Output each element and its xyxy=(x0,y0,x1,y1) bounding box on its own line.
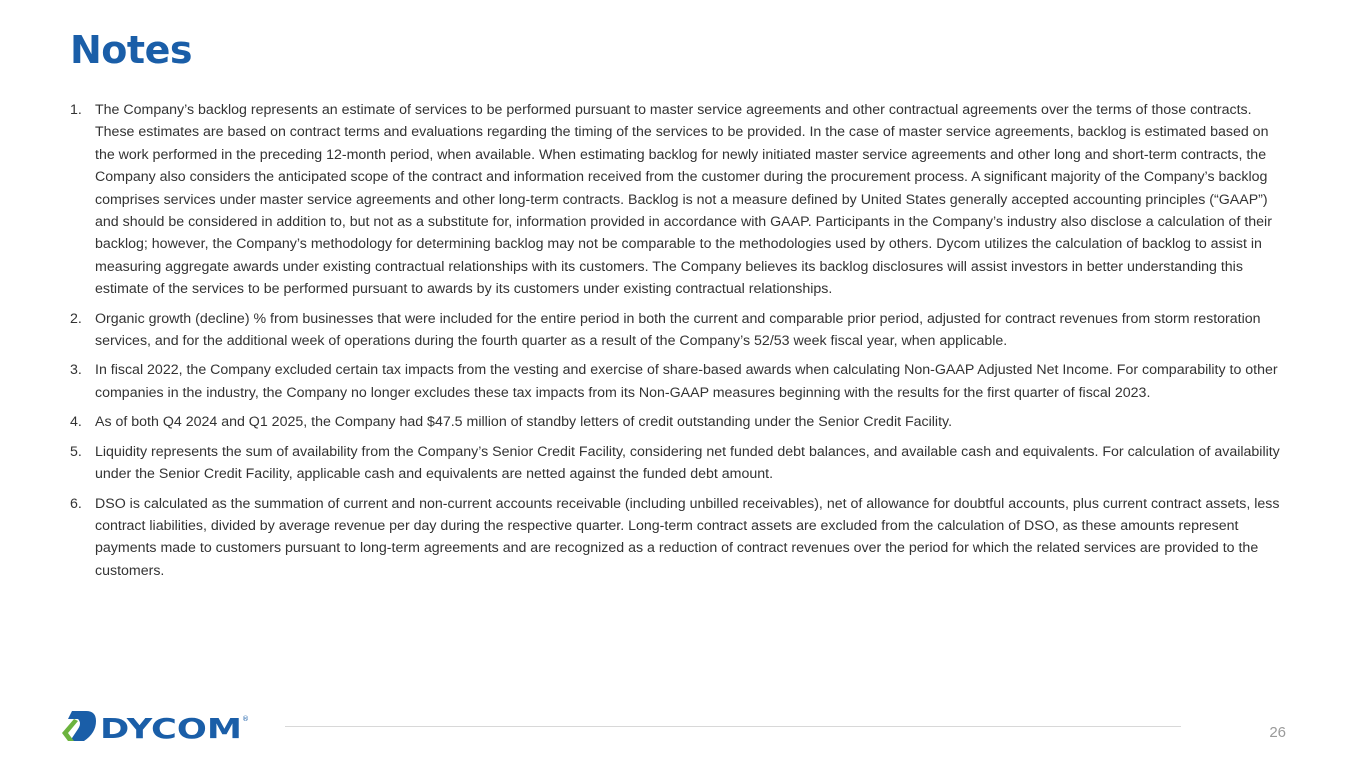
page-title: Notes xyxy=(70,28,192,72)
notes-list xyxy=(70,99,1290,589)
logo-registered-mark: ® xyxy=(242,715,249,723)
note-item xyxy=(70,359,1290,404)
note-number: 1. xyxy=(70,102,82,118)
note-number: 4. xyxy=(70,414,82,431)
logo-wordmark: DYCOM xyxy=(100,712,242,743)
note-number: 6. xyxy=(70,495,82,512)
footer-divider xyxy=(285,726,1181,727)
note-item xyxy=(70,99,1290,301)
note-number: 5. xyxy=(70,443,82,460)
dycom-logo xyxy=(60,709,250,743)
note-text: Liquidity represents the sum of availability from the Company’s Senior Credit Facility, considering net funded debt balances, and available cash and equivalents. For calculation of availability under the Senior Credit Facility, applicable cash and equivalents are netted against the funded debt amount. xyxy=(95,443,1280,483)
note-number: 3. xyxy=(70,362,82,379)
note-text: The Company’s backlog represents an estimate of services to be performed pursuant to master service agreements and other contractual agreements over the terms of those contracts. These estimates are based on contract terms and evaluations regarding the timing of the services to be provided. In the case of master service agreements, backlog is estimated based on the work performed in the preceding 12-month period, when available. When estimating backlog for newly initiated master service agreements and other long and short-term contracts, the Company also considers the anticipated scope of the contract and information received from the customer during the procurement process. A significant majority of the Company’s backlog comprises services under master service agreements and other long-term contracts. Backlog is not a measure defined by United States generally accepted accounting principles (“GAAP”) and should be considered in addition to, but not as a substitute for, information provided in accordance with GAAP. Participants in the Company’s industry also disclose a calculation of their backlog; however, the Company’s methodology for determining backlog may not be comparable to the methodologies used by others. Dycom utilizes the calculation of backlog to assist in measuring aggregate awards under existing contractual relationships with its customers. The Company believes its backlog disclosures will assist investors in better understanding this estimate of the services to be performed pursuant to awards by its customers under existing contractual relationships. xyxy=(95,102,1272,298)
note-item xyxy=(70,411,1290,433)
note-item xyxy=(70,493,1290,583)
note-text: In fiscal 2022, the Company excluded certain tax impacts from the vesting and exercise of share-based awards when calculating Non-GAAP Adjusted Net Income. For comparability to other companies in the industry, the Company no longer excludes these tax impacts from its Non-GAAP measures beginning with the results for the first quarter of fiscal 2023. xyxy=(95,362,1278,401)
note-text: As of both Q4 2024 and Q1 2025, the Company had $47.5 million of standby letters of credit outstanding under the Senior Credit Facility. xyxy=(95,414,953,431)
note-text: Organic growth (decline) % from businesses that were included for the entire period in both the current and comparable prior period, adjusted for contract revenues from storm restoration services, and for the additional week of operations during the fourth quarter as a result of the Company’s 52/53 week fiscal year, when applicable. xyxy=(95,310,1261,350)
note-text: DSO is calculated as the summation of current and non-current accounts receivable (including unbilled receivables), net of allowance for doubtful accounts, plus current contract assets, less contract liabilities, divided by average revenue per day during the respective quarter. Long-term contract assets are excluded from the calculation of DSO, as these amounts represent payments made to customers pursuant to long-term agreements and are recognized as a reduction of contract revenues over the period for which the related services are provided to the customers. xyxy=(95,495,1280,579)
note-item xyxy=(70,441,1290,486)
note-number: 2. xyxy=(70,310,82,327)
note-item xyxy=(70,308,1290,353)
page-number: 26 xyxy=(1269,724,1286,741)
